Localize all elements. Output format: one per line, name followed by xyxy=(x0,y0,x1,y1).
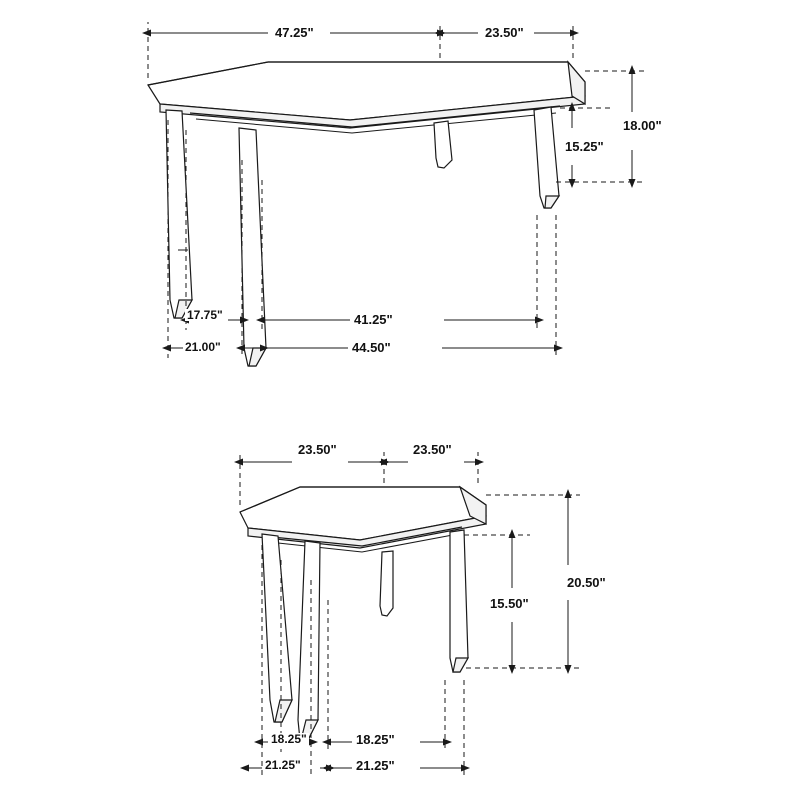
end-table-body xyxy=(240,487,486,740)
dining-leg-depth-label: 17.75" xyxy=(187,308,223,322)
end-table-apron-height-label: 15.50" xyxy=(490,596,529,611)
end-table-leg-depth-label: 18.25" xyxy=(271,732,307,746)
dining-overall-height-label: 18.00" xyxy=(623,118,662,133)
end-table-overall-height-label: 20.50" xyxy=(567,575,606,590)
dining-base-width-label: 44.50" xyxy=(352,340,391,355)
end-table-leg-span-label: 18.25" xyxy=(356,732,395,747)
dining-top-width-right-label: 23.50" xyxy=(485,25,524,40)
dining-leg-span-label: 41.25" xyxy=(354,312,393,327)
dining-top-width-left-label: 47.25" xyxy=(275,25,314,40)
end-table-base-depth-label: 21.25" xyxy=(265,758,301,772)
end-table-base-width-label: 21.25" xyxy=(356,758,395,773)
dining-apron-height-label: 15.25" xyxy=(565,139,604,154)
dining-base-depth-label: 21.00" xyxy=(185,340,221,354)
end-table-top-width-right-label: 23.50" xyxy=(413,442,452,457)
end-table-top-width-left-label: 23.50" xyxy=(298,442,337,457)
